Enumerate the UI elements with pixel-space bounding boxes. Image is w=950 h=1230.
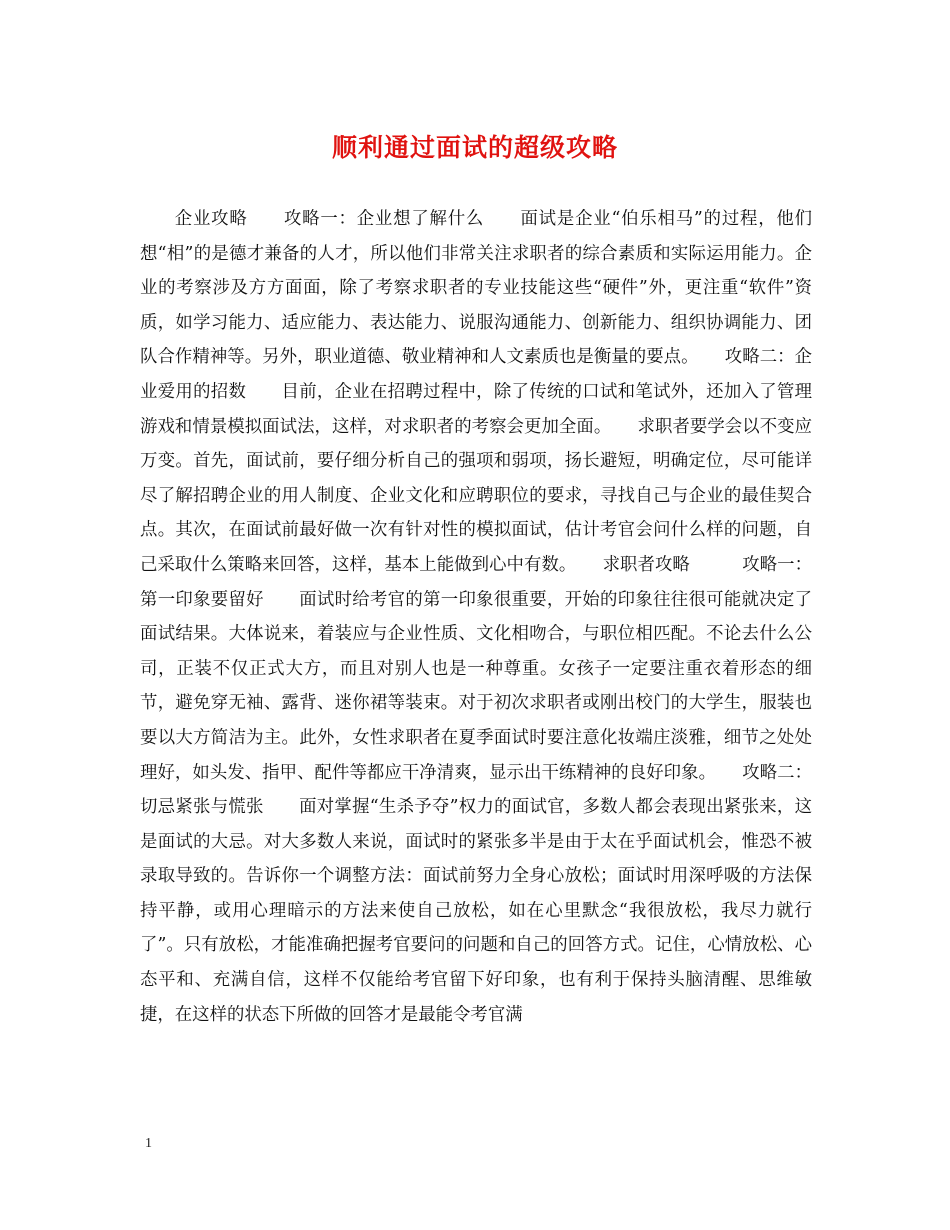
document-title: 顺利通过面试的超级攻略 (331, 133, 618, 162)
document-body-paragraph: 企业攻略 攻略一：企业想了解什么 面试是企业“伯乐相马”的过程，他们想“相”的是德才兼备的人才，所以他们非常关注求职者的综合素质和实际运用能力。企业的考察涉及方方面面，除了考察求职者的专业技能这些“硬件”外，更注重“软件”资质，如学习能力、适应能力、表达能力、说服沟通能力、创新能力、组织协调能力、团队合作精神等。另外，职业道德、敬业精神和人文素质也是衡量的要点。 攻略二：企业爱用的招数 目前，企业在招聘过程中，除了传统的口试和笔试外，还加入了管理游戏和情景模拟面试法，这样，对求职者的考察会更加全面。 求职者要学会以不变应万变。首先，面试前，要仔细分析自己的强项和弱项，扬长避短，明确定位，尽可能详尽了解招聘企业的用人制度、企业文化和应聘职位的要求，寻找自己与企业的最佳契合点。其次，在面试前最好做一次有针对性的模拟面试，估计考官会问什么样的问题，自己采取什么策略来回答，这样，基本上能做到心中有数。 求职者攻略 攻略一：第一印象要留好 面试时给考官的第一印象很重要，开始的印象往往很可能就决定了面试结果。大体说来，着装应与企业性质、文化相吻合，与职位相匹配。不论去什么公司，正装不仅正式大方，而且对别人也是一种尊重。女孩子一定要注重衣着形态的细节，避免穿无袖、露背、迷你裙等装束。对于初次求职者或刚出校门的大学生，服装也要以大方简洁为主。此外，女性求职者在夏季面试时要注意化妆端庄淡雅，细节之处处理好，如头发、指甲、配件等都应干净清爽，显示出干练精神的良好印象。 攻略二：切忌紧张与慌张 面对掌握“生杀予夺”权力的面试官，多数人都会表现出紧张来，这是面试的大忌。对大多数人来说，面试时的紧张多半是由于太在乎面试机会，惟恐不被录取导致的。告诉你一个调整方法：面试前努力全身心放松；面试时用深呼吸的方法保持平静，或用心理暗示的方法来使自己放松，如在心里默念“我很放松，我尽力就行了”。只有放松，才能准确把握考官要问的问题和自己的回答方式。记住，心情放松、心态平和、充满自信，这样不仅能给考官留下好印象，也有利于保持头脑清醒、思维敏捷，在这样的状态下所做的回答才是最能令考官满 (140, 209, 812, 1025)
page-number: 1 (145, 1136, 152, 1151)
